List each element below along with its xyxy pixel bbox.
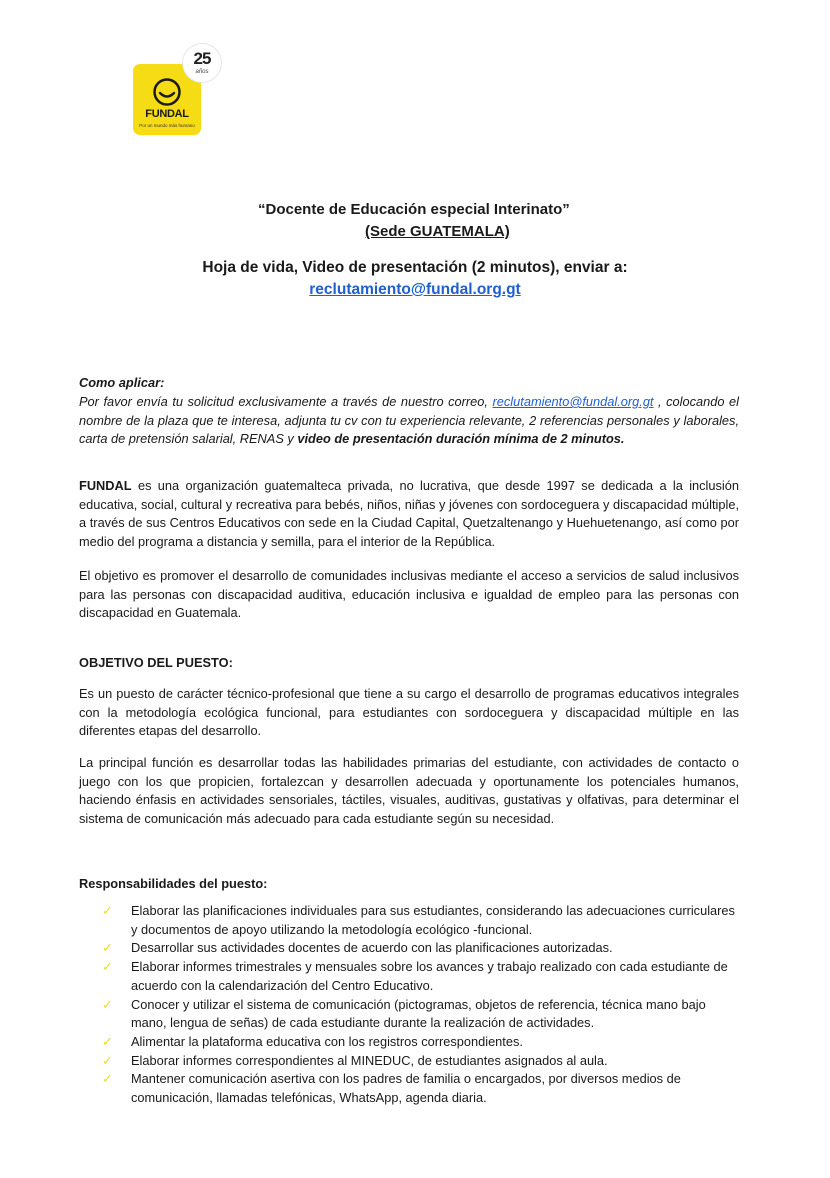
how-to-apply-text-start: Por favor envía tu solicitud exclusivamente a través de nuestro correo,	[79, 394, 493, 409]
list-item	[100, 902, 740, 939]
list-item	[100, 958, 740, 995]
list-item	[100, 1052, 740, 1071]
responsibility-text: Conocer y utilizar el sistema de comunicación (pictogramas, objetos de referencia, técnica mano bajo mano, lengua de señas) de cada estudiante durante la realización de actividades.	[131, 996, 706, 1031]
responsibilities-heading: Responsabilidades del puesto:	[79, 876, 268, 891]
responsibilities-list	[100, 902, 740, 1108]
smile-face-icon	[153, 78, 181, 106]
list-item	[100, 996, 740, 1033]
checkmark-icon: ✓	[102, 903, 113, 918]
apply-email-link[interactable]: reclutamiento@fundal.org.gt	[309, 281, 521, 298]
about-paragraph-1	[79, 477, 739, 552]
logo-tagline: Por un mundo más humano	[139, 123, 195, 128]
checkmark-icon: ✓	[102, 959, 113, 975]
responsibility-text: Elaborar informes trimestrales y mensuales sobre los avances y trabajo realizado con cada estudiante de acuerdo con la calendarización del Centro Educativo.	[131, 959, 728, 993]
responsibility-text: Alimentar la plataforma educativa con los registros correspondientes.	[131, 1033, 523, 1049]
checkmark-icon: ✓	[102, 1033, 113, 1049]
list-item	[100, 939, 740, 958]
responsibility-text: Elaborar informes correspondientes al MINEDUC, de estudiantes asignados al aula.	[131, 1052, 608, 1068]
about-paragraph-2: El objetivo es promover el desarrollo de comunidades inclusivas mediante el acceso a servicios de salud inclusivos para las personas con discapacidad auditiva, educación inclusiva e igualdad de empleo para las personas con discapacidad en Guatemala.	[79, 568, 739, 621]
responsibility-text: Elaborar las planificaciones individuales para sus estudiantes, considerando las adecuaciones curriculares y documentos de apoyo utilizando la metodología ecológico -funcional.	[131, 903, 735, 937]
apply-instruction: Hoja de vida, Video de presentación (2 minutos), enviar a:	[202, 259, 628, 276]
list-item	[100, 1033, 740, 1052]
checkmark-icon: ✓	[102, 996, 113, 1012]
objective-paragraph-1: Es un puesto de carácter técnico-profesional que tiene a su cargo el desarrollo de programas educativos integrales con la metodología ecológica funcional, para estudiantes con sordoceguera y discapacidad múltiple en las diferentes etapas del desarrollo.	[79, 686, 739, 739]
job-title-line1: “Docente de Educación especial Interinato”	[258, 201, 570, 218]
how-to-apply-video-requirement: video de presentación duración mínima de 2 minutos.	[297, 431, 625, 447]
objective-heading: OBJETIVO DEL PUESTO:	[79, 655, 233, 670]
list-item	[100, 1070, 740, 1107]
apply-email-line	[0, 281, 830, 299]
about-paragraph-1-text: es una organización guatemalteca privada, no lucrativa, que desde 1997 se dedicada a la inclusión educativa, social, cultural y recreativa para bebés, niños, niñas y jóvenes con sordoceguera y discapacidad múltiple, a través de sus Centros Educativos con sede en la Ciudad Capital, Quetzaltenango y Huehuetenango, así como por medio del programa a distancia y semilla, para el interior de la República.	[79, 478, 739, 550]
how-to-apply-text	[79, 393, 739, 449]
anniversary-number: 25	[193, 49, 211, 68]
checkmark-icon: ✓	[102, 940, 113, 956]
responsibility-text: Mantener comunicación asertiva con los padres de familia o encargados, por diversos medios de comunicación, llamadas telefónicas, WhatsApp, agenda diaria.	[131, 1071, 681, 1106]
checkmark-icon: ✓	[102, 1052, 113, 1068]
anniversary-label: años	[195, 69, 209, 75]
responsibility-text: Desarrollar sus actividades docentes de acuerdo con las planificaciones autorizadas.	[131, 940, 613, 956]
how-to-apply-heading: Como aplicar:	[79, 375, 165, 390]
how-to-apply-email-link[interactable]: reclutamiento@fundal.org.gt	[492, 394, 654, 409]
anniversary-badge	[183, 44, 221, 82]
org-name: FUNDAL	[79, 478, 132, 493]
logo-brand: FUNDAL	[145, 108, 189, 120]
how-to-apply-text-middle: , colocando el nombre de la plaza que te interesa, adjunta tu cv con tu experiencia relevante, 2 referencias personales y laborales, carta de pretensión salarial, RENAS y	[79, 394, 740, 447]
job-title-location: (Sede GUATEMALA)	[365, 223, 510, 240]
objective-paragraph-2: La principal función es desarrollar todas las habilidades primarias del estudiante, con actividades de contacto o juego con los que propicien, fortalezcan y desarrollen adecuada y oportunamente los potenciales humanos, haciendo énfasis en actividades sensoriales, táctiles, visuales, auditivas, gustativas y olfativas, para determinar el sistema de comunicación más adecuado para cada estudiante según su necesidad.	[79, 755, 739, 827]
checkmark-icon: ✓	[102, 1071, 113, 1087]
